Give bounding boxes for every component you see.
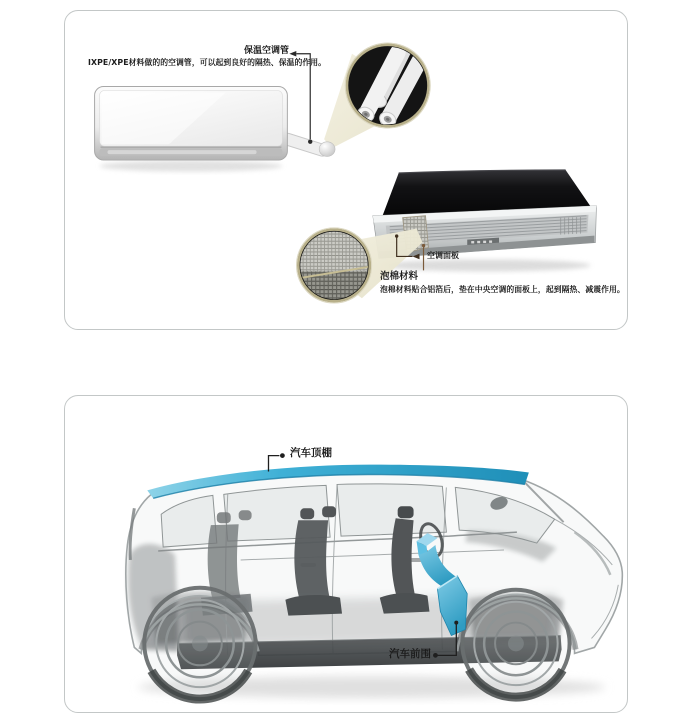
- car-body: [126, 469, 623, 700]
- panel-callout-label: 空调面板: [427, 251, 459, 260]
- car-illustration: [65, 396, 627, 712]
- front-wheel: [462, 590, 569, 697]
- foam-title: 泡棉材料: [380, 271, 419, 282]
- car-panel-card: [64, 395, 628, 713]
- foam-description: 泡棉材料贴合铝箔后，垫在中央空调的面板上，起到隔热、减震作用。: [380, 285, 625, 294]
- wall-ac-unit: [95, 87, 335, 172]
- rear-wheel: [144, 588, 255, 699]
- front-callout-label: 汽车前围: [389, 648, 431, 660]
- pipe-callout-label: 保温空调管: [243, 46, 289, 56]
- ac-panel-card: [64, 10, 628, 330]
- pipes-zoom-circle: [345, 41, 430, 129]
- roof-callout-label: 汽车顶棚: [290, 447, 332, 459]
- pipe-description: IXPE/XPE材料做的的空调管，可以起到良好的隔热、保温的作用。: [88, 58, 327, 67]
